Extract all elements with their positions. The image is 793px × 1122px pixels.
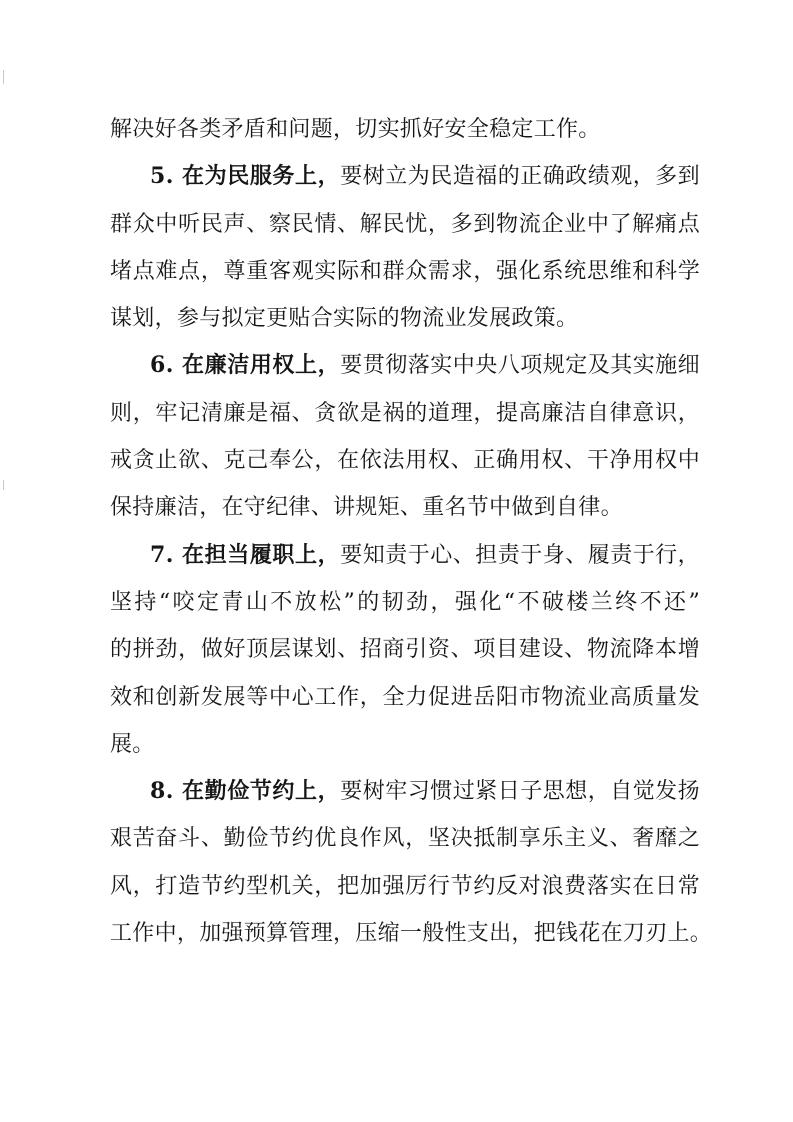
- section-heading: 6. 在廉洁用权上，: [150, 352, 341, 379]
- document-body: [110, 106, 713, 957]
- section-first-line: [110, 342, 700, 389]
- margin-speck: [3, 70, 4, 84]
- paragraph-line: 则，牢记清廉是福、贪欲是祸的道理，提高廉洁自律意识，: [110, 400, 700, 426]
- section-first-text: 要树牢习惯过紧日子思想，自觉发扬: [340, 779, 700, 805]
- paragraph-line: 工作中，加强预算管理，压缩一般性支出，把钱花在刀刃上。: [110, 921, 713, 947]
- section-first-line: [110, 532, 700, 579]
- paragraph-line: 戒贪止欲、克己奉公，在依法用权、正确用权、干净用权中: [110, 448, 700, 474]
- section-7: [110, 532, 700, 768]
- section-8: [110, 768, 713, 957]
- section-first-text: 要知责于心、担责于身、履责于行，: [340, 542, 700, 568]
- margin-speck: [3, 480, 4, 490]
- paragraph-line: 保持廉洁，在守纪律、讲规矩、重名节中做到自律。: [110, 495, 623, 521]
- paragraph-line: 群众中听民声、察民情、解民忧，多到物流企业中了解痛点: [110, 211, 700, 237]
- section-heading: 8. 在勤俭节约上，: [150, 778, 341, 805]
- paragraph-line: 展。: [110, 731, 155, 757]
- section-5: [110, 153, 700, 342]
- section-heading: 7. 在担当履职上，: [150, 541, 341, 568]
- section-first-line: [110, 768, 700, 815]
- section-6: [110, 342, 700, 531]
- paragraph-line: 坚持“咬定青山不放松”的韧劲，强化“不破楼兰终不还”: [110, 589, 700, 615]
- paragraph-line: 堵点难点，尊重客观实际和群众需求，强化系统思维和科学: [110, 258, 700, 284]
- paragraph-line: 艰苦奋斗、勤俭节约优良作风，坚决抵制享乐主义、奢靡之: [110, 826, 700, 852]
- continuation-line: 解决好各类矛盾和问题，切实抓好安全稳定工作。: [110, 117, 601, 142]
- section-heading: 5. 在为民服务上，: [150, 163, 341, 190]
- paragraph-line: 风，打造节约型机关，把加强厉行节约反对浪费落实在日常: [110, 873, 700, 899]
- section-first-line: [110, 153, 700, 200]
- section-first-text: 要树立为民造福的正确政绩观，多到: [340, 164, 700, 190]
- paragraph-line: 效和创新发展等中心工作，全力促进岳阳市物流业高质量发: [110, 684, 700, 710]
- paragraph-line: 谋划，参与拟定更贴合实际的物流业发展政策。: [110, 306, 579, 332]
- section-first-text: 要贯彻落实中央八项规定及其实施细: [340, 353, 700, 379]
- paragraph-line: 的拼劲，做好顶层谋划、招商引资、项目建设、物流降本增: [110, 637, 700, 663]
